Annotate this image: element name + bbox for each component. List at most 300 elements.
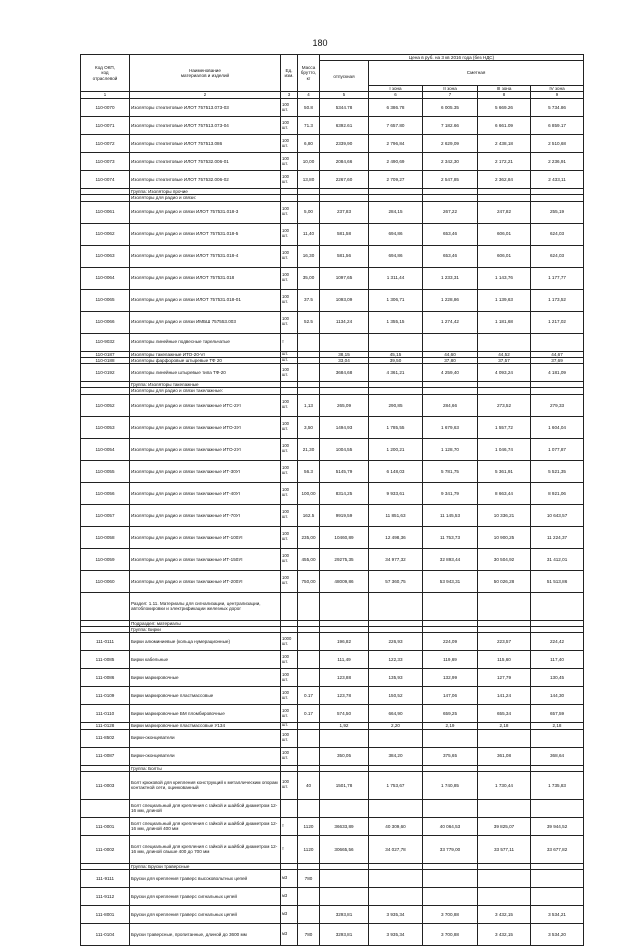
table-row: [81, 201, 584, 223]
cell-name: Бирки маркировочные БМ пломбировочные: [130, 705, 281, 723]
cell-zone-1-price: [369, 729, 423, 747]
cell-unit: 100 шт.: [281, 729, 298, 747]
cell-mass: 1120: [298, 835, 320, 863]
cell-zone-4-price: 1 177,77: [531, 267, 584, 289]
cell-name: Изоляторы для радио и связи ИЛОТ 757531.018-3: [130, 201, 281, 223]
cell-unit: 100 шт.: [281, 570, 298, 592]
header-index: 1: [81, 92, 130, 99]
cell-zone-3-price: [478, 870, 531, 888]
cell-name: Бирки маркировочные пластмассовые У134: [130, 723, 281, 729]
cell-zone-2-price: 3 700,88: [423, 924, 478, 946]
cell-zone-2-price: 11 145,53: [423, 504, 478, 526]
cell-unit: 100 шт.: [281, 526, 298, 548]
price-table: [80, 54, 584, 946]
cell-zone-3-price: 33 577,11: [478, 835, 531, 863]
cell-zone-4-price: 624,03: [531, 245, 584, 267]
cell-release-price: 3293,81: [320, 906, 369, 924]
cell-name: Изоляторы для радио и связи такелажные ИТ-200УI: [130, 570, 281, 592]
cell-release-price: 36633,89: [320, 817, 369, 835]
cell-release-price: 2267,60: [320, 171, 369, 189]
table-row: [81, 482, 584, 504]
table-row: [81, 747, 584, 765]
cell-mass: [298, 669, 320, 687]
cell-code: 111-0086: [81, 669, 130, 687]
cell-zone-3-price: 44,52: [478, 351, 531, 357]
cell-mass: 0.17: [298, 687, 320, 705]
cell-release-price: 123,78: [320, 687, 369, 705]
cell-release-price: 1097,65: [320, 267, 369, 289]
cell-zone-1-price: 7 657.80: [369, 117, 423, 135]
cell-release-price: 350,05: [320, 747, 369, 765]
cell-zone-4-price: 255,19: [531, 201, 584, 223]
cell-zone-4-price: 1 735,83: [531, 771, 584, 799]
cell-unit: 100 шт.: [281, 311, 298, 333]
cell-zone-3-price: 1 181,68: [478, 311, 531, 333]
cell-zone-2-price: [423, 870, 478, 888]
cell-zone-4-price: 1 217,02: [531, 311, 584, 333]
cell-zone-3-price: 10 336,21: [478, 504, 531, 526]
cell-zone-2-price: 53 943,31: [423, 570, 478, 592]
cell-name: Болт специальный для крепления с гайкой и шайбой диаметром 12-16 мм, длиной: [130, 799, 281, 817]
cell-zone-4-price: 368,64: [531, 747, 584, 765]
cell-zone-2-price: 6 005.35: [423, 99, 478, 117]
empty-cell: [531, 592, 584, 620]
cell-name: Изоляторы стеатитовые ИЛОТ 757532.006-02: [130, 171, 281, 189]
cell-mass: [298, 633, 320, 651]
cell-zone-1-price: 57 360,75: [369, 570, 423, 592]
table-row: [81, 223, 584, 245]
header-index: 7: [423, 92, 478, 99]
cell-mass: 780: [298, 924, 320, 946]
cell-release-price: 1494,93: [320, 416, 369, 438]
cell-zone-1-price: 6 148,03: [369, 460, 423, 482]
cell-mass: [298, 364, 320, 382]
cell-code: 110-0066: [81, 311, 130, 333]
cell-code: 111-0001: [81, 817, 130, 835]
cell-unit: м3: [281, 906, 298, 924]
cell-mass: 35,00: [298, 267, 320, 289]
cell-mass: 16,30: [298, 245, 320, 267]
cell-unit: шт.: [281, 351, 298, 357]
cell-zone-4-price: 130,45: [531, 669, 584, 687]
cell-name: Бруски для крепления траверс сигнальных цепей: [130, 906, 281, 924]
table-row: [81, 460, 584, 482]
cell-code: 110-0059: [81, 548, 130, 570]
cell-mass: [298, 799, 320, 817]
cell-unit: 100 шт.: [281, 245, 298, 267]
cell-zone-4-price: [531, 729, 584, 747]
table-row: [81, 633, 584, 651]
cell-code: 110-0072: [81, 135, 130, 153]
cell-zone-3-price: 606,01: [478, 223, 531, 245]
cell-zone-2-price: 147,06: [423, 687, 478, 705]
cell-release-price: 5344.78: [320, 99, 369, 117]
cell-unit: 100 шт.: [281, 99, 298, 117]
cell-mass: 56.3: [298, 460, 320, 482]
table-row: [81, 526, 584, 548]
cell-zone-1-price: 1 200,21: [369, 438, 423, 460]
cell-name: Изоляторы линейные штыревые типа ТФ-20: [130, 364, 281, 382]
cell-zone-4-price: 4 181,09: [531, 364, 584, 382]
cell-unit: 100 шт.: [281, 153, 298, 171]
cell-zone-4-price: 11 224,37: [531, 526, 584, 548]
table-row: [81, 504, 584, 526]
table-row: [81, 245, 584, 267]
header-index: 2: [130, 92, 281, 99]
cell-zone-4-price: 1 604,04: [531, 416, 584, 438]
cell-zone-4-price: 144,30: [531, 687, 584, 705]
cell-zone-4-price: 33 677,82: [531, 835, 584, 863]
cell-zone-3-price: 1 557,72: [478, 416, 531, 438]
table-row: [81, 117, 584, 135]
cell-zone-4-price: 2 433,11: [531, 171, 584, 189]
cell-name: Изоляторы для радио и связи ИМБШ 757553.003: [130, 311, 281, 333]
header-zone-1: I зона: [369, 85, 423, 91]
cell-zone-1-price: 2 490,69: [369, 153, 423, 171]
cell-unit: т: [281, 333, 298, 351]
cell-name: Бирки-оконцеватели: [130, 729, 281, 747]
cell-zone-2-price: 119,69: [423, 651, 478, 669]
cell-release-price: 1004,55: [320, 438, 369, 460]
cell-zone-3-price: 3 432,15: [478, 924, 531, 946]
cell-unit: т: [281, 835, 298, 863]
header-index: 9: [531, 92, 584, 99]
cell-zone-2-price: 1 128,70: [423, 438, 478, 460]
cell-code: 110-0061: [81, 201, 130, 223]
cell-mass: 1,13: [298, 394, 320, 416]
header-zone-4: IV зона: [531, 85, 584, 91]
cell-code: [81, 592, 130, 620]
cell-unit: 100 шт.: [281, 364, 298, 382]
empty-cell: [281, 592, 298, 620]
cell-name: Изоляторы для радио и связи такелажные ИТ-150УI: [130, 548, 281, 570]
cell-code: 110-0062: [81, 223, 130, 245]
header-zone-3: III зона: [478, 85, 531, 91]
cell-name: Болт специальный для крепления с гайкой и шайбой диаметром 12-16 мм, длиной 400 мм: [130, 817, 281, 835]
cell-zone-3-price: 30 504,92: [478, 548, 531, 570]
cell-release-price: 1,92: [320, 723, 369, 729]
cell-zone-2-price: 267,22: [423, 201, 478, 223]
group-heading: Подраздел: материалы: [130, 620, 281, 626]
header-price-group: Цена в руб. на 3 кв 2016 года (без НДС): [320, 55, 584, 61]
cell-zone-2-price: 1 740,85: [423, 771, 478, 799]
cell-release-price: [320, 888, 369, 906]
cell-name: Изоляторы для радио и связи такелажные ИТ-40УI: [130, 482, 281, 504]
cell-release-price: [320, 799, 369, 817]
cell-zone-4-price: 10 643,57: [531, 504, 584, 526]
cell-release-price: 3684,68: [320, 364, 369, 382]
cell-zone-3-price: 127,79: [478, 669, 531, 687]
header-index: 8: [478, 92, 531, 99]
cell-zone-1-price: 150,52: [369, 687, 423, 705]
cell-zone-1-price: 1 306,71: [369, 289, 423, 311]
cell-name: Изоляторы для радио и связи такелажные ИТО-3УI: [130, 416, 281, 438]
cell-unit: 100 шт.: [281, 201, 298, 223]
cell-mass: 5,00: [298, 201, 320, 223]
cell-code: 111-0111: [81, 633, 130, 651]
cell-unit: м3: [281, 870, 298, 888]
cell-mass: [298, 651, 320, 669]
header-unit: Ед. изм.: [281, 55, 298, 92]
cell-name: Изоляторы для радио и связи ИЛОТ 757531.018-01: [130, 289, 281, 311]
cell-mass: 21,30: [298, 438, 320, 460]
cell-release-price: 8314,25: [320, 482, 369, 504]
cell-zone-1-price: 3 935,34: [369, 906, 423, 924]
cell-unit: 100 шт.: [281, 651, 298, 669]
header-index: 4: [298, 92, 320, 99]
cell-unit: 100 шт.: [281, 687, 298, 705]
cell-zone-1-price: 290,85: [369, 394, 423, 416]
cell-zone-3-price: 2 172,21: [478, 153, 531, 171]
cell-mass: 235,00: [298, 526, 320, 548]
cell-release-price: 33,04: [320, 357, 369, 363]
table-row: [81, 311, 584, 333]
cell-mass: 52.5: [298, 311, 320, 333]
header-release: отпускная: [320, 61, 369, 92]
cell-release-price: [320, 870, 369, 888]
table-row: [81, 799, 584, 817]
cell-zone-3-price: 8 663,44: [478, 482, 531, 504]
cell-unit: 100 шт.: [281, 135, 298, 153]
cell-mass: 780: [298, 870, 320, 888]
table-row: [81, 171, 584, 189]
cell-zone-3-price: 4 093,24: [478, 364, 531, 382]
group-heading: Группа: Болты: [130, 765, 281, 771]
cell-name: Бирки-оконцеватели: [130, 747, 281, 765]
cell-zone-2-price: [423, 729, 478, 747]
cell-zone-4-price: 3 534,21: [531, 906, 584, 924]
table-row: [81, 289, 584, 311]
cell-zone-3-price: 655,34: [478, 705, 531, 723]
cell-zone-3-price: 39 825,07: [478, 817, 531, 835]
cell-zone-4-price: 1 077,87: [531, 438, 584, 460]
cell-name: Изоляторы для радио и связи такелажные ИТ-30УI: [130, 460, 281, 482]
cell-zone-2-price: 2 547,85: [423, 171, 478, 189]
cell-zone-4-price: 2 510,68: [531, 135, 584, 153]
cell-zone-2-price: 32 893,44: [423, 548, 478, 570]
cell-code: 111-0085: [81, 651, 130, 669]
cell-code: 110-0053: [81, 416, 130, 438]
cell-name: Бирки маркировочные пластмассовые: [130, 687, 281, 705]
cell-unit: 100 шт.: [281, 394, 298, 416]
cell-zone-2-price: 44,60: [423, 351, 478, 357]
cell-zone-4-price: 44,67: [531, 351, 584, 357]
cell-mass: [298, 729, 320, 747]
cell-release-price: 123,88: [320, 669, 369, 687]
cell-zone-3-price: 1 730,44: [478, 771, 531, 799]
cell-release-price: 574,50: [320, 705, 369, 723]
cell-code: 110-0188: [81, 357, 130, 363]
cell-zone-1-price: 6 386.78: [369, 99, 423, 117]
cell-zone-1-price: 2 709,27: [369, 171, 423, 189]
cell-name: Изоляторы для радио и связи такелажные ИТС-2УI: [130, 394, 281, 416]
cell-zone-4-price: 2 236,91: [531, 153, 584, 171]
table-row: [81, 333, 584, 351]
cell-release-price: 38,15: [320, 351, 369, 357]
cell-zone-2-price: 1 233,31: [423, 267, 478, 289]
cell-code: 111-0002: [81, 835, 130, 863]
table-row: [81, 153, 584, 171]
table-row: [81, 438, 584, 460]
cell-release-price: 5145,79: [320, 460, 369, 482]
group-heading-row: [81, 592, 584, 620]
cell-code: 110-0063: [81, 245, 130, 267]
empty-cell: [298, 592, 320, 620]
cell-name: Бирки маркировочные: [130, 669, 281, 687]
header-name: Наименование материалов и изделий: [130, 55, 281, 92]
cell-release-price: [320, 333, 369, 351]
cell-zone-4-price: 5 521,35: [531, 460, 584, 482]
cell-zone-2-price: 33 779,00: [423, 835, 478, 863]
table-row: [81, 924, 584, 946]
table-row: [81, 416, 584, 438]
table-row: [81, 817, 584, 835]
cell-name: Бруски траверсные, пропитанные, длиной до 3600 мм: [130, 924, 281, 946]
cell-name: Изоляторы стеатитовые ИЛОТ 757513.073-04: [130, 117, 281, 135]
cell-zone-3-price: 2 362,84: [478, 171, 531, 189]
cell-zone-3-price: [478, 888, 531, 906]
cell-release-price: 196,82: [320, 633, 369, 651]
cell-code: 110-0192: [81, 364, 130, 382]
group-heading: Группа: Изоляторы прочие: [130, 189, 281, 195]
cell-release-price: 2084,66: [320, 153, 369, 171]
group-heading: Раздел: 1.11. Материалы для сигнализации, централизации, автоблокировки и электрификации железных дорог: [130, 592, 281, 620]
cell-zone-2-price: [423, 799, 478, 817]
cell-zone-3-price: 141,24: [478, 687, 531, 705]
cell-zone-1-price: 2,20: [369, 723, 423, 729]
page-number: 180: [312, 38, 328, 48]
cell-zone-3-price: [478, 729, 531, 747]
cell-zone-1-price: 40 309,60: [369, 817, 423, 835]
cell-zone-3-price: [478, 799, 531, 817]
cell-unit: шт.: [281, 357, 298, 363]
cell-zone-2-price: 653,46: [423, 223, 478, 245]
cell-zone-4-price: 37,69: [531, 357, 584, 363]
header-index: 5: [320, 92, 369, 99]
cell-code: 110-0187: [81, 351, 130, 357]
cell-mass: [298, 333, 320, 351]
cell-zone-2-price: 224,09: [423, 633, 478, 651]
cell-code: 111-8001: [81, 906, 130, 924]
cell-mass: 1120: [298, 817, 320, 835]
cell-zone-4-price: 279,33: [531, 394, 584, 416]
cell-zone-3-price: 5 669.26: [478, 99, 531, 117]
cell-zone-4-price: 5 734.86: [531, 99, 584, 117]
cell-zone-1-price: 122,33: [369, 651, 423, 669]
cell-code: 110-0054: [81, 438, 130, 460]
cell-name: Изоляторы фарфоровые штыревые ТФ 20: [130, 357, 281, 363]
cell-zone-4-price: 51 513,86: [531, 570, 584, 592]
cell-release-price: 1093,09: [320, 289, 369, 311]
table-row: [81, 835, 584, 863]
cell-name: Изоляторы для радио и связи такелажные ИТ-70УI: [130, 504, 281, 526]
cell-zone-4-price: 117,40: [531, 651, 584, 669]
cell-code: 110-0056: [81, 482, 130, 504]
table-row: [81, 705, 584, 723]
cell-unit: 1000 шт.: [281, 633, 298, 651]
cell-code: 111-0109: [81, 687, 130, 705]
cell-name: Изоляторы для радио и связи такелажные ИТО-2УI: [130, 438, 281, 460]
group-heading: Изоляторы для радио и связи:: [130, 195, 281, 201]
cell-zone-3-price: [478, 333, 531, 351]
cell-code: 110-0055: [81, 460, 130, 482]
cell-zone-3-price: 223,57: [478, 633, 531, 651]
cell-zone-4-price: 657,59: [531, 705, 584, 723]
cell-unit: 100 шт.: [281, 771, 298, 799]
table-row: [81, 906, 584, 924]
table-row: [81, 687, 584, 705]
cell-code: 110-0064: [81, 267, 130, 289]
cell-zone-1-price: [369, 888, 423, 906]
cell-zone-1-price: 284,15: [369, 201, 423, 223]
cell-name: Изоляторы стеатитовые ИЛОТ 757532.006-01: [130, 153, 281, 171]
cell-zone-1-price: 694,86: [369, 245, 423, 267]
cell-mass: 40: [298, 771, 320, 799]
cell-name: Изоляторы стеатитовые ИЛОТ 757513.073-03: [130, 99, 281, 117]
cell-zone-1-price: 11 851,63: [369, 504, 423, 526]
cell-zone-2-price: 40 064,53: [423, 817, 478, 835]
cell-mass: 11,40: [298, 223, 320, 245]
cell-name: Бирки алюминиевые (кольца нумерационные): [130, 633, 281, 651]
table-row: [81, 771, 584, 799]
cell-zone-3-price: 115,60: [478, 651, 531, 669]
cell-code: 110-0052: [81, 394, 130, 416]
table-row: [81, 99, 584, 117]
cell-zone-3-price: 361,08: [478, 747, 531, 765]
cell-zone-2-price: [423, 888, 478, 906]
cell-zone-2-price: 11 753,73: [423, 526, 478, 548]
cell-unit: 100 шт.: [281, 548, 298, 570]
cell-release-price: 111,49: [320, 651, 369, 669]
cell-unit: 100 шт.: [281, 438, 298, 460]
cell-zone-3-price: 1 143,76: [478, 267, 531, 289]
cell-zone-2-price: 5 781,75: [423, 460, 478, 482]
cell-name: Изоляторы стеатитовые ИЛОТ 757513.086: [130, 135, 281, 153]
cell-zone-1-price: 34 027,78: [369, 835, 423, 863]
cell-code: 110-0074: [81, 171, 130, 189]
cell-name: Болт специальный для крепления с гайкой и шайбой диаметром 12-16 мм, длиной свыше 400 до 700 мм: [130, 835, 281, 863]
cell-zone-3-price: 6 661.09: [478, 117, 531, 135]
cell-zone-1-price: 226,93: [369, 633, 423, 651]
cell-zone-1-price: [369, 333, 423, 351]
cell-zone-1-price: 384,20: [369, 747, 423, 765]
cell-code: 110-0070: [81, 99, 130, 117]
cell-mass: [298, 747, 320, 765]
cell-code: 111-9111: [81, 870, 130, 888]
cell-mass: [298, 906, 320, 924]
table-row: [81, 669, 584, 687]
cell-code: 110-9032: [81, 333, 130, 351]
cell-name: Изоляторы для радио и связи ИЛОТ 757531.018-5: [130, 223, 281, 245]
cell-code: 110-0058: [81, 526, 130, 548]
cell-release-price: 3293,81: [320, 924, 369, 946]
cell-zone-3-price: 50 026,28: [478, 570, 531, 592]
cell-code: 111-0128: [81, 723, 130, 729]
cell-zone-2-price: 1 274,42: [423, 311, 478, 333]
cell-name: Болт крюковой для крепления конструкций к металлическим опорам контактной сети, оцинкованный: [130, 771, 281, 799]
cell-zone-1-price: 9 933,61: [369, 482, 423, 504]
empty-cell: [369, 592, 423, 620]
cell-unit: 100 шт.: [281, 504, 298, 526]
cell-zone-3-price: 37,57: [478, 357, 531, 363]
cell-zone-2-price: 1 228,86: [423, 289, 478, 311]
group-heading: Группа: Бирки: [130, 626, 281, 632]
cell-mass: 100,00: [298, 482, 320, 504]
cell-unit: т: [281, 817, 298, 835]
cell-mass: 37.5: [298, 289, 320, 311]
cell-zone-4-price: [531, 799, 584, 817]
cell-mass: 6,80: [298, 135, 320, 153]
